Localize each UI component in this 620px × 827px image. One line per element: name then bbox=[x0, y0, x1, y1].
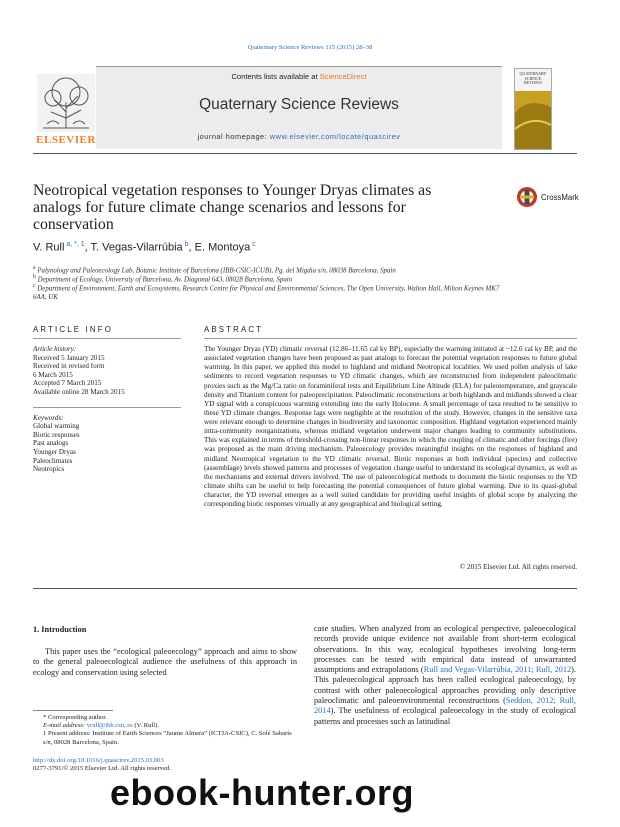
abstract-heading: ABSTRACT bbox=[204, 325, 264, 334]
article-title: Neotropical vegetation responses to Younger Dryas climates as analogs for future climate change scenarios and lessons for conservation bbox=[33, 182, 432, 233]
keyword-item: Global warming bbox=[33, 422, 80, 431]
history-item: Received 5 January 2015 bbox=[33, 353, 105, 362]
cover-title: QUATERNARY SCIENCE REVIEWS bbox=[519, 71, 547, 85]
paragraph-text: ). The usefulness of ecological paleoecology in the study of ecological patterns and processes such as latitudinal bbox=[314, 706, 576, 726]
keyword-item: Past analogs bbox=[33, 439, 69, 448]
keyword-item: Biotic responses bbox=[33, 430, 80, 439]
journal-title: Quaternary Science Reviews bbox=[199, 96, 399, 113]
author-affiliation-marker[interactable]: a, *, 1 bbox=[64, 241, 85, 248]
reference-link[interactable]: Seddon, 2012; Rull, 2014 bbox=[314, 696, 576, 716]
author-name[interactable]: , E. Montoya bbox=[188, 241, 251, 254]
abstract-divider bbox=[204, 338, 577, 339]
introduction-heading: 1. Introduction bbox=[33, 625, 87, 634]
crossmark-label[interactable]: CrossMark bbox=[541, 193, 579, 202]
article-info-heading: ARTICLE INFO bbox=[33, 325, 113, 334]
footnotes-block bbox=[33, 714, 297, 747]
journal-cover-thumbnail[interactable] bbox=[514, 68, 552, 150]
article-info-divider bbox=[33, 338, 181, 339]
keywords-divider bbox=[33, 407, 181, 408]
history-item: Available online 28 March 2015 bbox=[33, 387, 125, 396]
journal-citation[interactable]: Quaternary Science Reviews 115 (2015) 28–38 bbox=[247, 44, 373, 51]
reference-link[interactable]: Rull and Vegas-Vilarrúbia, 2011; Rull, 2012 bbox=[423, 665, 572, 675]
present-address-note: 1 Present address: Institute of Earth Sciences “Jaume Almera” (ICTJA-CSIC), C. Solé Sabarís s/n, 08028 Barcelona, Spain. bbox=[43, 730, 292, 746]
affiliation-text: Palynology and Paleoecology Lab, Botanic Institute of Barcelona (IBB-CSIC-ICUB), Pg. del Migdia s/n, 08038 Barcelona, Spain bbox=[35, 267, 396, 275]
email-label: E-mail address: bbox=[43, 722, 87, 730]
affiliation-marker: c bbox=[33, 283, 36, 289]
affiliation-c bbox=[33, 282, 503, 302]
doi-link[interactable]: http://dx.doi.org/10.1016/j.quascirev.2015.03.003 bbox=[33, 757, 164, 764]
author-affiliation-marker[interactable]: c bbox=[250, 241, 256, 248]
history-item: 6 March 2015 bbox=[33, 370, 73, 379]
keyword-item: Paleoclimates bbox=[33, 456, 73, 465]
issn-copyright: 0277-3791/© 2015 Elsevier Ltd. All rights reserved. bbox=[33, 765, 171, 772]
abstract-bottom-divider bbox=[33, 588, 577, 589]
history-item: Received in revised form bbox=[33, 362, 105, 371]
cover-art-icon bbox=[515, 93, 551, 149]
affiliation-marker: a bbox=[33, 265, 36, 271]
watermark-text: ebook-hunter.org bbox=[110, 772, 414, 813]
homepage-prefix: journal homepage: bbox=[197, 132, 270, 141]
history-item: Accepted 7 March 2015 bbox=[33, 379, 102, 388]
author-affiliation-marker[interactable]: b bbox=[182, 241, 189, 248]
paragraph-text: ). This paleoecological approach has been called ecological paleoecology, by contrast with other paleoecological approaches providing only descriptive paleoclimatic and paleoenvironmental reconstructions ( bbox=[314, 665, 577, 706]
author-name[interactable]: V. Rull bbox=[33, 241, 65, 254]
homepage-url-link[interactable]: www.elsevier.com/locate/quascirev bbox=[269, 132, 401, 141]
sciencedirect-link[interactable]: ScienceDirect bbox=[319, 72, 367, 81]
author-name[interactable]: , T. Vegas-Vilarrúbia bbox=[84, 241, 183, 254]
keywords-label: Keywords: bbox=[33, 413, 64, 422]
contents-available-line bbox=[96, 72, 502, 81]
affiliation-marker: b bbox=[33, 274, 36, 280]
keyword-item: Neotropics bbox=[33, 465, 65, 474]
corresponding-author-note: * Corresponding author. bbox=[43, 714, 107, 721]
elsevier-wordmark: ELSEVIER bbox=[36, 134, 96, 146]
affiliation-text: Department of Environment, Earth and Ecosystems, Research Centre for Physical and Environmental Sciences, The Open University, Walton Hall, Milton Keynes MK7 6AA, UK bbox=[33, 285, 500, 301]
introduction-paragraph-left: This paper uses the “ecological paleoecology” approach and aims to show to the general paleoecological audience the usefulness of this approach in ecology and conservation using selected bbox=[33, 647, 297, 677]
footnote-divider bbox=[33, 710, 113, 711]
article-info-block bbox=[33, 345, 181, 474]
author-list bbox=[33, 241, 256, 254]
history-label: Article history: bbox=[33, 345, 77, 353]
email-note bbox=[33, 722, 297, 730]
abstract-text: The Younger Dryas (YD) climatic reversal (12.86–11.65 cal ky BP), especially the warming initiated at ~12.6 cal ky BP, and the associated vegetation changes have been proposed as past analogs to forecast the potential vegetation responses to future global warming. In this paper, we applied this model to highland and midland Neotropical localities. We used pollen analysis of lake sediments to record vegetation responses to YD climatic changes, which are reconstructed from independent paleoclimatic proxies such as the Mg/Ca ratio on foraminiferal tests and Equilibrium Line Altitude (ELA) for paleotemperature, and grayscale density and Titanium content for paleoprecipitation. Paleoclimatic reconstructions at both highlands and midlands showed a clear YD signal with a conspicuous warming extending into the early Holocene. A small percentage of taxa resulted to be sensitive to these YD climate changes. Response lags were negligible at the resolution of the study. However, changes in the sensitive taxa were relevant enough to determine changes in biodiversity and taxonomic composition. Highland vegetation experienced mainly intra-community reorganizations, whereas midland vegetation underwent major changes leading to community substitutions. This was explained in terms of threshold-crossing non-linear responses in which the coupling of climatic and other forcings (fire) was proposed as the main driving mechanism. Paleoecology provides meaningful insights on the responses of highland and midland Neotropical vegetation to the YD climatic reversal. Biotic responses at both individual (species) and collective (assemblage) levels showed patterns and processes of vegetation change useful to understand its ecological dynamics, as well as the mechanisms and external drivers involved. The use of paleoecological methods to document the biotic responses to the YD climate shifts can be useful to help forecasting the potential consequences of future global warming. Due to its quasi-global character, the YD reversal emerges as a well suited candidate for providing useful insights of global scope by analyzing the corresponding biotic responses virtually at any geographical and biological setting. bbox=[204, 345, 577, 509]
contents-prefix: Contents lists available at bbox=[231, 72, 320, 81]
keyword-item: Younger Dryas bbox=[33, 447, 76, 456]
affiliation-text: Department of Ecology, University of Barcelona, Av. Diagonal 643, 08028 Barcelona, Spain bbox=[35, 276, 293, 284]
email-link[interactable]: vrull@ibb.csic.es bbox=[86, 722, 133, 730]
introduction-paragraph-right bbox=[314, 624, 576, 727]
journal-homepage-line bbox=[96, 132, 502, 141]
abstract-copyright: © 2015 Elsevier Ltd. All rights reserved. bbox=[459, 563, 577, 571]
email-suffix: (V. Rull). bbox=[132, 722, 159, 730]
header-divider bbox=[33, 153, 577, 154]
paragraph-text: case studies. When analyzed from an ecological perspective, paleoecological records provide unique evidence not available from short-term ecological observations. In this way, ecological hypotheses involving long-term processes can be tested with empirical data instead of unwarranted assumptions and extrapolations ( bbox=[314, 624, 576, 675]
